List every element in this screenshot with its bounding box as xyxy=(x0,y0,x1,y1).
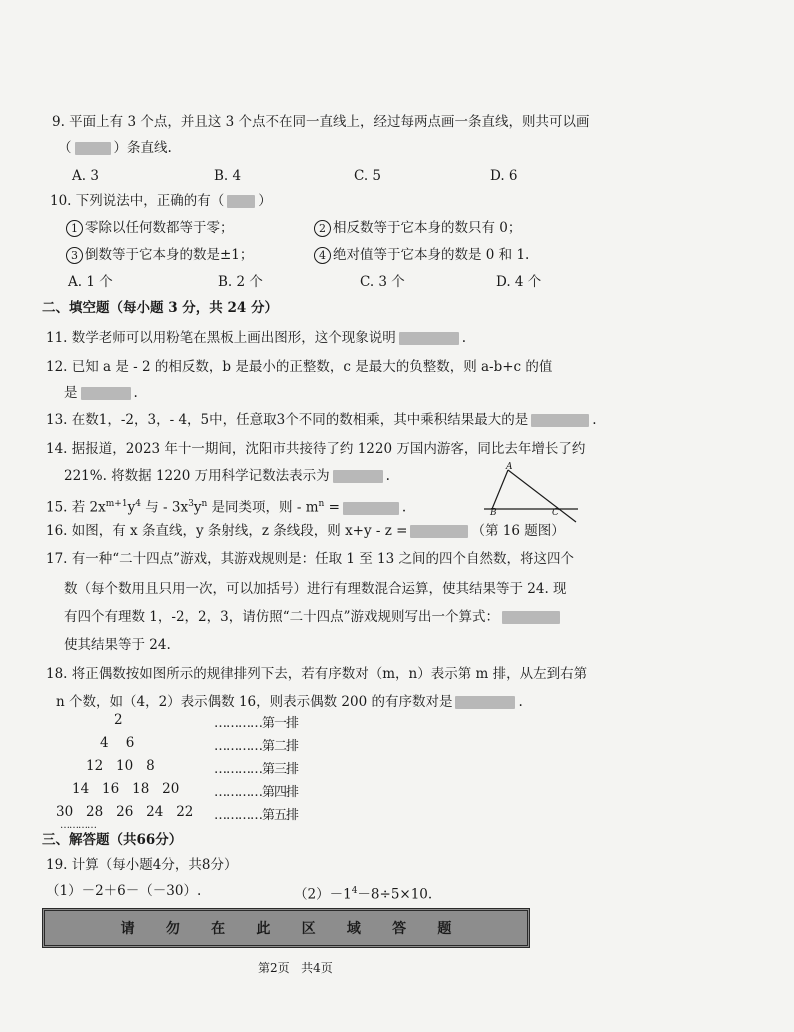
q13-text: 13. 在数1，-2，3，- 4，5中，任意取3个不同的数相乘，其中乘积结果最大的是 xyxy=(46,412,529,428)
answer-blank[interactable] xyxy=(227,195,255,208)
q19-part-2 xyxy=(294,881,432,905)
q10-option-b: B. 2 个 xyxy=(218,274,263,290)
continuation-dots: ………… xyxy=(60,820,96,831)
q9-option-b: B. 4 xyxy=(214,168,242,184)
q18-text: n 个数，如（4，2）表示偶数 16，则表示偶数 200 的有序数对是 xyxy=(56,694,453,710)
statement-text: 倒数等于它本身的数是±1； xyxy=(85,247,254,263)
q16-caption: （第 16 题图） xyxy=(471,523,565,539)
number-row-3: 12 10 8 xyxy=(86,758,155,774)
q9-paren-close: ）条直线. xyxy=(113,140,172,156)
q9-option-c: C. 5 xyxy=(354,168,382,184)
point-label-a: A xyxy=(506,462,513,472)
circled-number: 2 xyxy=(314,220,331,237)
q18-end: . xyxy=(518,694,523,710)
q18-line1: 18. 将正偶数按如图所示的规律排列下去，若有序数对（m，n）表示第 m 排，从左到右第 xyxy=(46,666,588,682)
q10-option-c: C. 3 个 xyxy=(360,274,405,290)
banner-char: 此 xyxy=(256,921,271,937)
exponent: 4 xyxy=(135,499,141,509)
q12-text: 是 xyxy=(64,385,78,401)
exponent: n xyxy=(201,499,208,509)
q13 xyxy=(46,410,597,430)
exponent: m+1 xyxy=(105,499,128,509)
row-label-2: …………第二排 xyxy=(214,739,299,754)
q19-part-1: （1）－2＋6－（－30）. xyxy=(46,883,202,899)
exponent: 4 xyxy=(351,886,358,896)
q15-text: 与 - 3x xyxy=(140,499,189,516)
banner-char: 请 xyxy=(120,921,135,937)
row-label-1: …………第一排 xyxy=(214,716,299,731)
number-row-2: 4 6 xyxy=(100,735,135,751)
section-heading-fill-in: 二、填空题（每小题 3 分，共 24 分） xyxy=(42,300,278,316)
q10-statement-2 xyxy=(314,218,521,238)
q17-line4: 使其结果等于 24. xyxy=(64,637,171,653)
circled-number: 1 xyxy=(66,220,83,237)
section-heading-solve: 三、解答题（共66分） xyxy=(42,832,183,848)
q19-stem: 19. 计算（每小题4分，共8分） xyxy=(46,857,238,873)
banner-char: 在 xyxy=(211,921,226,937)
q17-text: 有四个有理数 1，-2，2，3，请仿照“二十四点”游戏规则写出一个算式： xyxy=(64,609,500,625)
banner-char: 题 xyxy=(437,921,452,937)
q11-end: . xyxy=(461,330,467,346)
answer-blank[interactable] xyxy=(502,611,560,624)
q10-option-d: D. 4 个 xyxy=(496,274,542,290)
exponent: n xyxy=(318,499,325,509)
banner-char: 域 xyxy=(346,921,361,937)
q10-paren-close: ） xyxy=(258,193,272,209)
no-answer-zone-banner xyxy=(42,908,530,948)
number-row-5: 30 28 26 24 22 xyxy=(56,804,194,820)
q10-statement-3 xyxy=(66,245,253,265)
banner-char: 勿 xyxy=(165,921,180,937)
q15-text: 是同类项，则 - m xyxy=(207,499,319,516)
line-ac xyxy=(508,470,576,522)
answer-blank[interactable] xyxy=(455,696,515,709)
q11 xyxy=(46,328,466,348)
q15-text: y xyxy=(127,499,136,516)
q13-end: . xyxy=(592,412,597,428)
q10-stem xyxy=(50,191,272,211)
point-label-c: C xyxy=(552,508,559,518)
q12-line2 xyxy=(64,383,138,403)
q17-line2: 数（每个数用且只用一次，可以加括号）进行有理数混合运算，使其结果等于 24. 现 xyxy=(64,581,567,597)
q15-text: y xyxy=(193,499,202,516)
exponent: 3 xyxy=(188,499,194,509)
row-label-4: …………第四排 xyxy=(214,785,299,800)
q12-end: . xyxy=(133,385,138,401)
q9-stem-line2 xyxy=(58,138,172,158)
statement-text: 零除以任何数都等于零； xyxy=(85,220,234,236)
q19-part-2-text: －8÷5×10. xyxy=(357,886,433,903)
banner-char: 答 xyxy=(392,921,407,937)
q15 xyxy=(46,494,406,518)
q9-option-d: D. 6 xyxy=(490,168,518,184)
answer-blank[interactable] xyxy=(333,470,383,483)
q14-line2 xyxy=(64,466,390,486)
page-footer: 第2页 共4页 xyxy=(258,961,333,975)
banner-char: 区 xyxy=(301,921,316,937)
q12-line1: 12. 已知 a 是 - 2 的相反数，b 是最小的正整数，c 是最大的负整数，则 a-b+c 的值 xyxy=(46,359,553,375)
row-label-5: …………第五排 xyxy=(214,808,299,823)
q9-option-a: A. 3 xyxy=(72,168,99,184)
answer-blank[interactable] xyxy=(343,502,399,515)
point-label-b: B xyxy=(490,508,497,518)
q17-line1: 17. 有一种“二十四点”游戏，其游戏规则是：任取 1 至 13 之间的四个自然数，将这四个 xyxy=(46,551,574,567)
q17-line3 xyxy=(64,607,563,627)
answer-blank[interactable] xyxy=(81,387,131,400)
answer-blank[interactable] xyxy=(410,525,468,538)
q18-line2 xyxy=(56,692,523,712)
answer-blank[interactable] xyxy=(75,142,111,155)
q9-paren-open: （ xyxy=(58,140,72,156)
q16 xyxy=(46,521,565,541)
row-label-3: …………第三排 xyxy=(214,762,299,777)
statement-text: 相反数等于它本身的数只有 0； xyxy=(333,220,522,236)
q19-part-2-text: （2）－1 xyxy=(294,886,352,903)
number-row-1: 2 xyxy=(114,712,123,728)
q10-statement-1 xyxy=(66,218,234,238)
q14-text: 221%. 将数据 1220 万用科学记数法表示为 xyxy=(64,468,330,484)
q16-text: 16. 如图，有 x 条直线，y 条射线，z 条线段，则 x+y - z = xyxy=(46,523,408,539)
statement-text: 绝对值等于它本身的数是 0 和 1. xyxy=(333,247,530,263)
q9-stem-line1: 9. 平面上有 3 个点，并且这 3 个点不在同一直线上，经过每两点画一条直线，则共可以画 xyxy=(52,114,590,130)
q10-statement-4 xyxy=(314,245,529,265)
q14-line1: 14. 据报道，2023 年十一期间，沈阳市共接待了约 1220 万国内游客，同比去年增长了约 xyxy=(46,441,586,457)
q10-stem-text: 10. 下列说法中，正确的有（ xyxy=(50,193,225,209)
number-row-4: 14 16 18 20 xyxy=(72,781,180,797)
q10-option-a: A. 1 个 xyxy=(68,274,113,290)
q15-end: . xyxy=(401,499,407,516)
answer-blank[interactable] xyxy=(399,332,459,345)
answer-blank[interactable] xyxy=(531,414,589,427)
segment-ab xyxy=(492,470,508,509)
q15-text: = xyxy=(324,499,340,516)
circled-number: 3 xyxy=(66,247,83,264)
q15-text: 15. 若 2x xyxy=(46,499,106,516)
q11-text: 11. 数学老师可以用粉笔在黑板上画出图形，这个现象说明 xyxy=(46,330,396,346)
q14-end: . xyxy=(385,468,390,484)
circled-number: 4 xyxy=(314,247,331,264)
